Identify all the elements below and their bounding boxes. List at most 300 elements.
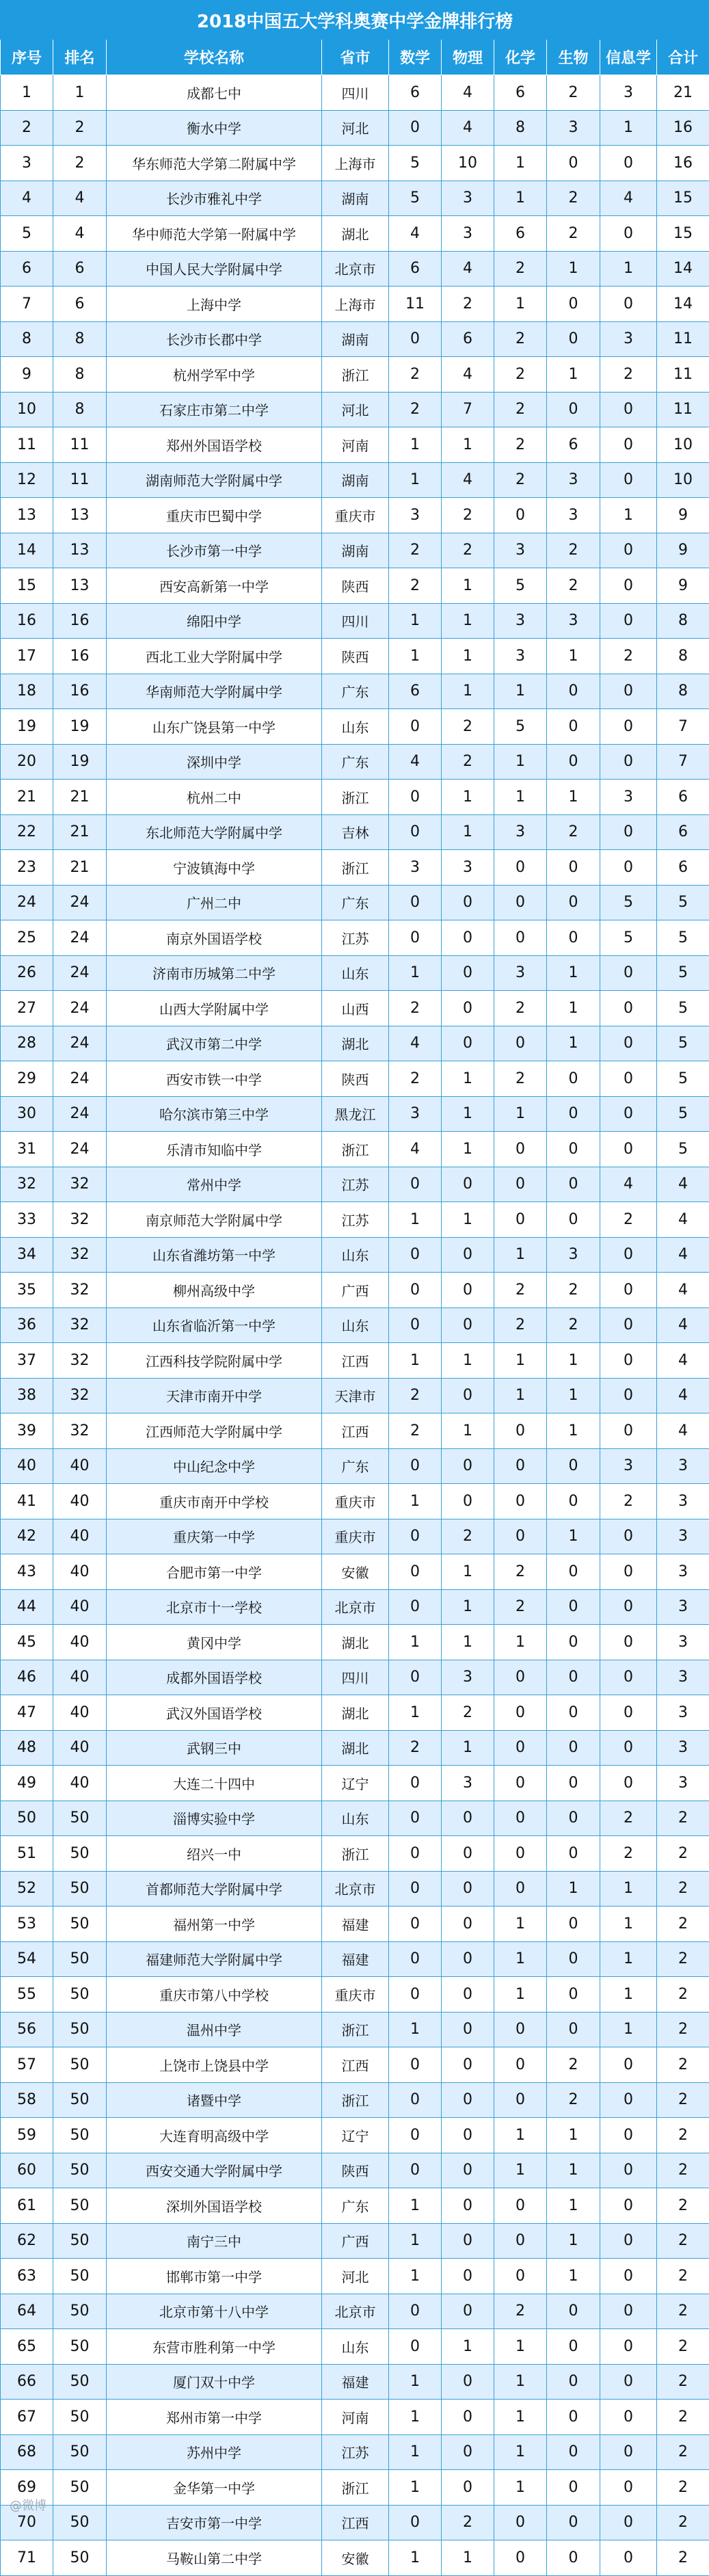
cell-biology: 0 (547, 1766, 600, 1801)
header-province: 省市 (322, 40, 389, 75)
cell-chemistry: 0 (494, 1484, 547, 1519)
table-row (1, 2400, 709, 2435)
cell-physics: 3 (442, 216, 494, 252)
cell-chemistry: 2 (494, 1589, 547, 1625)
cell-total: 2 (657, 1907, 709, 1942)
cell-rank: 24 (53, 991, 107, 1026)
cell-rank: 21 (53, 780, 107, 815)
cell-province: 上海市 (322, 287, 389, 322)
cell-physics: 2 (442, 744, 494, 780)
cell-province: 湖北 (322, 1625, 389, 1660)
cell-index: 37 (1, 1343, 53, 1379)
cell-index: 44 (1, 1589, 53, 1625)
cell-index: 56 (1, 2012, 53, 2047)
cell-index: 27 (1, 991, 53, 1026)
table-row (1, 2012, 709, 2047)
table-row (1, 1554, 709, 1590)
cell-biology: 0 (547, 920, 600, 956)
cell-math: 6 (389, 251, 442, 287)
cell-physics: 0 (442, 1907, 494, 1942)
cell-informatics: 0 (600, 2118, 657, 2153)
cell-informatics: 0 (600, 1343, 657, 1379)
cell-province: 广西 (322, 1273, 389, 1308)
table-row (1, 75, 709, 111)
cell-informatics: 3 (600, 780, 657, 815)
cell-biology: 3 (547, 603, 600, 639)
cell-school: 衡水中学 (107, 110, 322, 146)
cell-math: 0 (389, 1836, 442, 1872)
cell-province: 重庆市 (322, 498, 389, 533)
cell-math: 4 (389, 216, 442, 252)
cell-total: 3 (657, 1625, 709, 1660)
cell-chemistry: 1 (494, 287, 547, 322)
cell-math: 2 (389, 357, 442, 393)
table-row (1, 2505, 709, 2540)
cell-school: 常州中学 (107, 1167, 322, 1202)
cell-total: 3 (657, 1554, 709, 1590)
cell-province: 河南 (322, 427, 389, 463)
cell-informatics: 0 (600, 216, 657, 252)
cell-math: 0 (389, 2047, 442, 2083)
cell-total: 6 (657, 814, 709, 850)
cell-school: 江西科技学院附属中学 (107, 1343, 322, 1379)
cell-province: 四川 (322, 1660, 389, 1695)
cell-informatics: 0 (600, 1695, 657, 1731)
cell-math: 0 (389, 1907, 442, 1942)
cell-chemistry: 8 (494, 110, 547, 146)
cell-chemistry: 2 (494, 1061, 547, 1097)
table-row (1, 1273, 709, 1308)
cell-province: 浙江 (322, 2470, 389, 2506)
cell-rank: 32 (53, 1273, 107, 1308)
cell-math: 4 (389, 744, 442, 780)
cell-chemistry: 0 (494, 2012, 547, 2047)
cell-physics: 0 (442, 1026, 494, 1061)
cell-informatics: 0 (600, 603, 657, 639)
cell-rank: 19 (53, 709, 107, 745)
cell-index: 62 (1, 2223, 53, 2259)
cell-rank: 21 (53, 850, 107, 886)
cell-index: 52 (1, 1871, 53, 1907)
cell-math: 0 (389, 2294, 442, 2329)
cell-index: 67 (1, 2400, 53, 2435)
cell-school: 南京外国语学校 (107, 920, 322, 956)
cell-province: 山东 (322, 1307, 389, 1343)
cell-physics: 0 (442, 2223, 494, 2259)
cell-chemistry: 2 (494, 2294, 547, 2329)
cell-physics: 0 (442, 2047, 494, 2083)
cell-informatics: 0 (600, 1413, 657, 1449)
cell-chemistry: 3 (494, 955, 547, 991)
cell-informatics: 0 (600, 1589, 657, 1625)
cell-chemistry: 0 (494, 1801, 547, 1836)
cell-province: 湖南 (322, 533, 389, 568)
cell-chemistry: 1 (494, 1237, 547, 1273)
cell-math: 1 (389, 1625, 442, 1660)
cell-total: 2 (657, 2223, 709, 2259)
cell-physics: 1 (442, 603, 494, 639)
table-title: 2018中国五大学科奥赛中学金牌排行榜 (1, 1, 709, 40)
cell-index: 15 (1, 568, 53, 604)
cell-index: 5 (1, 216, 53, 252)
cell-physics: 0 (442, 1448, 494, 1484)
cell-province: 陕西 (322, 1061, 389, 1097)
cell-informatics: 0 (600, 814, 657, 850)
cell-biology: 0 (547, 2012, 600, 2047)
cell-physics: 4 (442, 462, 494, 498)
cell-total: 3 (657, 1589, 709, 1625)
cell-province: 广西 (322, 2223, 389, 2259)
cell-biology: 0 (547, 1836, 600, 1872)
cell-school: 马鞍山第二中学 (107, 2540, 322, 2576)
cell-biology: 2 (547, 181, 600, 216)
cell-informatics: 0 (600, 2329, 657, 2365)
cell-province: 江西 (322, 2047, 389, 2083)
cell-rank: 40 (53, 1766, 107, 1801)
cell-physics: 0 (442, 2118, 494, 2153)
cell-chemistry: 0 (494, 850, 547, 886)
cell-province: 湖南 (322, 181, 389, 216)
cell-math: 0 (389, 920, 442, 956)
cell-biology: 0 (547, 321, 600, 357)
cell-math: 0 (389, 780, 442, 815)
cell-rank: 50 (53, 1836, 107, 1872)
cell-chemistry: 1 (494, 2400, 547, 2435)
cell-index: 69 (1, 2470, 53, 2506)
cell-school: 中山纪念中学 (107, 1448, 322, 1484)
table-row (1, 780, 709, 815)
cell-math: 0 (389, 2118, 442, 2153)
cell-physics: 1 (442, 2540, 494, 2576)
cell-math: 1 (389, 639, 442, 674)
cell-school: 西安市铁一中学 (107, 1061, 322, 1097)
table-row (1, 462, 709, 498)
cell-informatics: 0 (600, 1378, 657, 1413)
cell-school: 重庆第一中学 (107, 1519, 322, 1554)
cell-math: 1 (389, 2364, 442, 2400)
cell-province: 山东 (322, 955, 389, 991)
table-row (1, 287, 709, 322)
cell-math: 1 (389, 2540, 442, 2576)
cell-index: 55 (1, 1977, 53, 2013)
cell-school: 北京市十一学校 (107, 1589, 322, 1625)
cell-school: 淄博实验中学 (107, 1801, 322, 1836)
table-row (1, 1871, 709, 1907)
cell-informatics: 0 (600, 427, 657, 463)
cell-school: 杭州学军中学 (107, 357, 322, 393)
cell-rank: 50 (53, 1941, 107, 1977)
cell-school: 中国人民大学附属中学 (107, 251, 322, 287)
cell-index: 17 (1, 639, 53, 674)
cell-rank: 1 (53, 75, 107, 111)
cell-informatics: 0 (600, 2364, 657, 2400)
cell-school: 深圳中学 (107, 744, 322, 780)
cell-province: 浙江 (322, 1836, 389, 1872)
cell-math: 6 (389, 75, 442, 111)
header-school: 学校名称 (107, 40, 322, 75)
cell-informatics: 3 (600, 75, 657, 111)
cell-chemistry: 1 (494, 780, 547, 815)
cell-total: 8 (657, 639, 709, 674)
cell-chemistry: 0 (494, 2188, 547, 2224)
cell-school: 金华第一中学 (107, 2470, 322, 2506)
cell-biology: 0 (547, 744, 600, 780)
cell-chemistry: 0 (494, 1766, 547, 1801)
cell-school: 济南市历城第二中学 (107, 955, 322, 991)
cell-total: 2 (657, 1871, 709, 1907)
cell-chemistry: 1 (494, 1941, 547, 1977)
cell-chemistry: 1 (494, 2470, 547, 2506)
cell-biology: 1 (547, 639, 600, 674)
cell-index: 58 (1, 2082, 53, 2118)
cell-physics: 1 (442, 1413, 494, 1449)
table-row (1, 1730, 709, 1766)
cell-math: 2 (389, 568, 442, 604)
cell-informatics: 0 (600, 2470, 657, 2506)
cell-chemistry: 3 (494, 603, 547, 639)
cell-chemistry: 3 (494, 533, 547, 568)
cell-total: 2 (657, 2082, 709, 2118)
cell-total: 2 (657, 2153, 709, 2188)
table-row (1, 2188, 709, 2224)
cell-physics: 0 (442, 2434, 494, 2470)
cell-index: 48 (1, 1730, 53, 1766)
header-math: 数学 (389, 40, 442, 75)
cell-rank: 13 (53, 533, 107, 568)
cell-total: 5 (657, 885, 709, 920)
cell-rank: 32 (53, 1413, 107, 1449)
cell-index: 29 (1, 1061, 53, 1097)
cell-school: 大连二十四中 (107, 1766, 322, 1801)
table-row (1, 1343, 709, 1379)
cell-province: 辽宁 (322, 2118, 389, 2153)
cell-rank: 50 (53, 2329, 107, 2365)
cell-total: 6 (657, 850, 709, 886)
cell-total: 7 (657, 744, 709, 780)
cell-index: 38 (1, 1378, 53, 1413)
table-row (1, 991, 709, 1026)
cell-physics: 6 (442, 321, 494, 357)
table-row (1, 1766, 709, 1801)
cell-informatics: 0 (600, 568, 657, 604)
cell-school: 石家庄市第二中学 (107, 392, 322, 427)
table-row (1, 744, 709, 780)
table-row (1, 568, 709, 604)
cell-informatics: 0 (600, 2505, 657, 2540)
cell-informatics: 0 (600, 2540, 657, 2576)
cell-province: 陕西 (322, 2153, 389, 2188)
cell-chemistry: 2 (494, 1307, 547, 1343)
cell-biology: 1 (547, 991, 600, 1026)
cell-total: 16 (657, 146, 709, 181)
cell-province: 湖北 (322, 1695, 389, 1731)
cell-school: 广州二中 (107, 885, 322, 920)
cell-index: 54 (1, 1941, 53, 1977)
table-row (1, 2540, 709, 2576)
cell-physics: 0 (442, 2294, 494, 2329)
cell-total: 2 (657, 2188, 709, 2224)
cell-rank: 11 (53, 462, 107, 498)
cell-school: 长沙市第一中学 (107, 533, 322, 568)
table-row (1, 1695, 709, 1731)
cell-province: 福建 (322, 1907, 389, 1942)
cell-school: 江西师范大学附属中学 (107, 1413, 322, 1449)
cell-total: 2 (657, 2118, 709, 2153)
cell-province: 浙江 (322, 2082, 389, 2118)
cell-informatics: 0 (600, 392, 657, 427)
cell-physics: 0 (442, 2012, 494, 2047)
cell-province: 河南 (322, 2400, 389, 2435)
table-row (1, 1237, 709, 1273)
cell-informatics: 0 (600, 2188, 657, 2224)
cell-total: 2 (657, 1836, 709, 1872)
table-row (1, 1836, 709, 1872)
cell-rank: 24 (53, 1132, 107, 1167)
cell-school: 长沙市雅礼中学 (107, 181, 322, 216)
table-body (1, 75, 709, 2576)
cell-index: 32 (1, 1167, 53, 1202)
cell-chemistry: 0 (494, 2047, 547, 2083)
header-total: 合计 (657, 40, 709, 75)
cell-province: 浙江 (322, 357, 389, 393)
cell-total: 16 (657, 110, 709, 146)
table-row (1, 1307, 709, 1343)
cell-informatics: 0 (600, 2434, 657, 2470)
cell-index: 11 (1, 427, 53, 463)
cell-school: 重庆市南开中学校 (107, 1484, 322, 1519)
cell-informatics: 0 (600, 1730, 657, 1766)
cell-school: 哈尔滨市第三中学 (107, 1096, 322, 1132)
cell-physics: 1 (442, 1625, 494, 1660)
cell-chemistry: 0 (494, 1836, 547, 1872)
cell-total: 5 (657, 1096, 709, 1132)
cell-total: 5 (657, 955, 709, 991)
table-row (1, 955, 709, 991)
cell-math: 0 (389, 1660, 442, 1695)
cell-school: 绍兴一中 (107, 1836, 322, 1872)
cell-province: 黑龙江 (322, 1096, 389, 1132)
cell-school: 东营市胜利第一中学 (107, 2329, 322, 2365)
cell-math: 0 (389, 1871, 442, 1907)
cell-physics: 0 (442, 2400, 494, 2435)
cell-total: 2 (657, 2012, 709, 2047)
cell-school: 湖南师范大学附属中学 (107, 462, 322, 498)
cell-rank: 40 (53, 1695, 107, 1731)
cell-physics: 2 (442, 533, 494, 568)
cell-province: 山东 (322, 1801, 389, 1836)
cell-school: 成都七中 (107, 75, 322, 111)
table-row (1, 498, 709, 533)
cell-biology: 0 (547, 1061, 600, 1097)
cell-school: 郑州市第一中学 (107, 2400, 322, 2435)
cell-index: 46 (1, 1660, 53, 1695)
cell-rank: 8 (53, 392, 107, 427)
cell-rank: 13 (53, 498, 107, 533)
table-row (1, 2153, 709, 2188)
cell-total: 3 (657, 1660, 709, 1695)
cell-physics: 0 (442, 2470, 494, 2506)
cell-math: 0 (389, 321, 442, 357)
cell-total: 2 (657, 2434, 709, 2470)
cell-rank: 32 (53, 1378, 107, 1413)
cell-chemistry: 6 (494, 75, 547, 111)
cell-rank: 40 (53, 1730, 107, 1766)
cell-physics: 0 (442, 1484, 494, 1519)
cell-school: 华南师范大学附属中学 (107, 674, 322, 709)
cell-rank: 50 (53, 2188, 107, 2224)
cell-school: 绵阳中学 (107, 603, 322, 639)
cell-chemistry: 2 (494, 462, 547, 498)
cell-index: 70 (1, 2505, 53, 2540)
cell-informatics: 1 (600, 1907, 657, 1942)
cell-physics: 1 (442, 1132, 494, 1167)
cell-total: 14 (657, 251, 709, 287)
cell-biology: 2 (547, 1273, 600, 1308)
cell-informatics: 0 (600, 991, 657, 1026)
cell-math: 1 (389, 1695, 442, 1731)
cell-rank: 32 (53, 1307, 107, 1343)
cell-chemistry: 0 (494, 1448, 547, 1484)
cell-rank: 24 (53, 1061, 107, 1097)
cell-rank: 40 (53, 1519, 107, 1554)
cell-school: 山西大学附属中学 (107, 991, 322, 1026)
cell-physics: 0 (442, 2259, 494, 2294)
cell-biology: 1 (547, 2153, 600, 2188)
cell-physics: 1 (442, 1730, 494, 1766)
cell-math: 0 (389, 1766, 442, 1801)
cell-informatics: 0 (600, 533, 657, 568)
cell-school: 首都师范大学附属中学 (107, 1871, 322, 1907)
cell-biology: 1 (547, 1026, 600, 1061)
table-row (1, 1413, 709, 1449)
cell-total: 15 (657, 216, 709, 252)
cell-physics: 0 (442, 1167, 494, 1202)
cell-math: 1 (389, 427, 442, 463)
cell-informatics: 2 (600, 1202, 657, 1238)
cell-informatics: 0 (600, 462, 657, 498)
cell-chemistry: 2 (494, 392, 547, 427)
cell-informatics: 0 (600, 955, 657, 991)
table-row (1, 251, 709, 287)
cell-total: 4 (657, 1343, 709, 1379)
cell-province: 四川 (322, 603, 389, 639)
cell-province: 江苏 (322, 1167, 389, 1202)
table-row (1, 427, 709, 463)
cell-rank: 2 (53, 110, 107, 146)
cell-chemistry: 0 (494, 1871, 547, 1907)
cell-math: 2 (389, 392, 442, 427)
cell-chemistry: 0 (494, 1132, 547, 1167)
cell-total: 4 (657, 1413, 709, 1449)
cell-chemistry: 0 (494, 2259, 547, 2294)
cell-informatics: 0 (600, 1660, 657, 1695)
cell-physics: 0 (442, 1871, 494, 1907)
cell-informatics: 0 (600, 1766, 657, 1801)
table-row (1, 1519, 709, 1554)
cell-total: 8 (657, 603, 709, 639)
cell-biology: 0 (547, 2329, 600, 2365)
cell-biology: 0 (547, 1625, 600, 1660)
cell-math: 1 (389, 2400, 442, 2435)
cell-physics: 0 (442, 885, 494, 920)
cell-chemistry: 6 (494, 216, 547, 252)
cell-total: 9 (657, 533, 709, 568)
cell-province: 河北 (322, 392, 389, 427)
cell-index: 35 (1, 1273, 53, 1308)
cell-physics: 1 (442, 1061, 494, 1097)
cell-index: 53 (1, 1907, 53, 1942)
cell-physics: 1 (442, 1589, 494, 1625)
